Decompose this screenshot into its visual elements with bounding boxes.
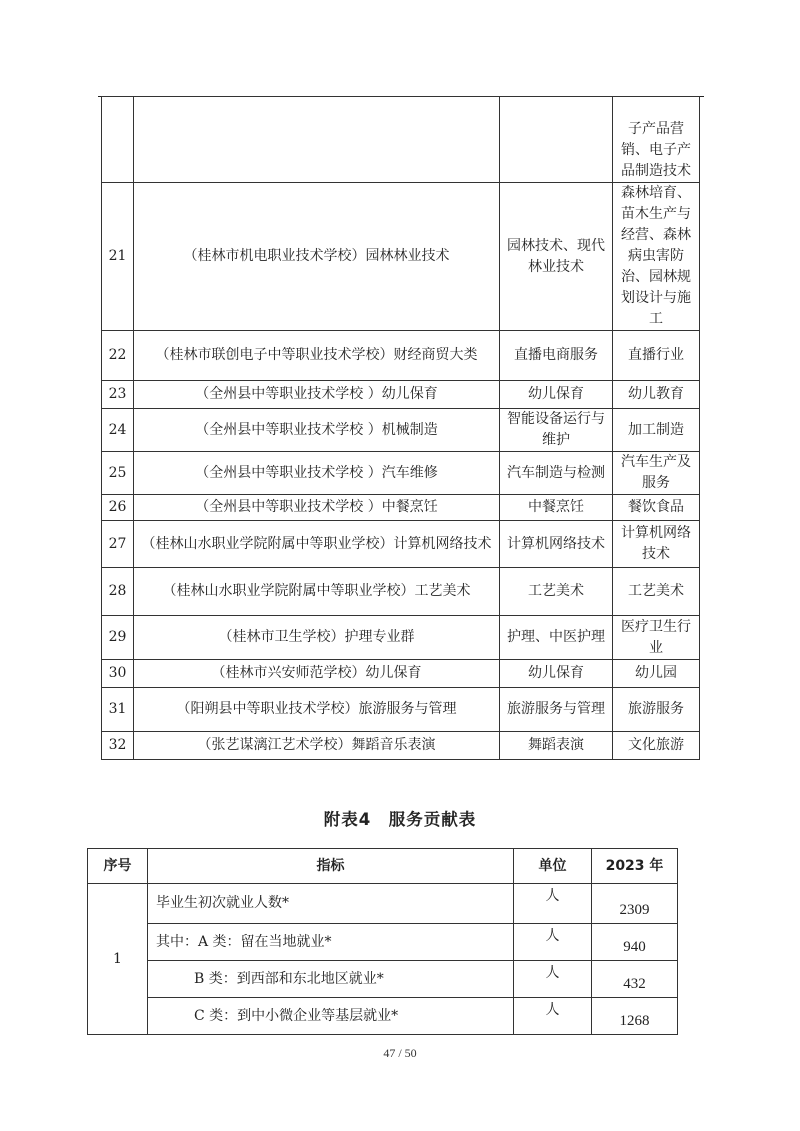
row-number: 30: [102, 660, 134, 688]
table-row: [102, 660, 700, 688]
industry-cell: 汽车生产及服务: [613, 452, 700, 495]
page-number: 47 / 50: [383, 1046, 417, 1060]
unit-cell: 人: [514, 961, 592, 998]
major-cell: 工艺美术: [500, 568, 613, 616]
industry-cell: 文化旅游: [613, 732, 700, 760]
program-cell: （张艺谋漓江艺术学校）舞蹈音乐表演: [134, 732, 500, 760]
row-number: 26: [102, 495, 134, 521]
program-cell: （全州县中等职业技术学校 ）中餐烹饪: [134, 495, 500, 521]
industry-cell: 餐饮食品: [613, 495, 700, 521]
unit-cell: 人: [514, 998, 592, 1035]
major-cell: 中餐烹饪: [500, 495, 613, 521]
header-indicator: 指标: [148, 849, 514, 884]
table-row: [102, 568, 700, 616]
industry-cell: 森林培育、苗木生产与经营、森林病虫害防治、园林规划设计与施工: [613, 183, 700, 331]
header-row: [88, 849, 678, 884]
industry-cell: 计算机网络技术: [613, 521, 700, 568]
table-row: [102, 521, 700, 568]
industry-cell: 幼儿教育: [613, 381, 700, 409]
header-no: 序号: [88, 849, 148, 884]
major-cell: 幼儿保育: [500, 660, 613, 688]
industry-cell: 直播行业: [613, 331, 700, 381]
header-year: 2023 年: [592, 849, 678, 884]
row-number: [102, 97, 134, 183]
value-cell: 940: [592, 924, 678, 961]
header-unit: 单位: [514, 849, 592, 884]
row-number: 25: [102, 452, 134, 495]
table-caption: 附表4 服务贡献表: [323, 810, 477, 829]
major-cell: 旅游服务与管理: [500, 688, 613, 732]
table-row: [88, 998, 678, 1035]
major-cell: 护理、中医护理: [500, 616, 613, 660]
table-row: [102, 452, 700, 495]
industry-cell: 工艺美术: [613, 568, 700, 616]
major-cell: 智能设备运行与维护: [500, 409, 613, 452]
unit-cell: 人: [514, 884, 592, 924]
program-cell: （桂林市卫生学校）护理专业群: [134, 616, 500, 660]
row-number: 32: [102, 732, 134, 760]
row-number: 27: [102, 521, 134, 568]
indicator-cell: B 类：到西部和东北地区就业*: [148, 961, 514, 998]
industry-cell: 医疗卫生行业: [613, 616, 700, 660]
indicator-cell: C 类：到中小微企业等基层就业*: [148, 998, 514, 1035]
program-cell: （全州县中等职业技术学校 ）幼儿保育: [134, 381, 500, 409]
row-number: 22: [102, 331, 134, 381]
program-cell: （全州县中等职业技术学校 ）机械制造: [134, 409, 500, 452]
table-row: [102, 97, 700, 183]
row-number: 23: [102, 381, 134, 409]
program-table: [101, 96, 700, 760]
program-cell: [134, 97, 500, 183]
row-number: 28: [102, 568, 134, 616]
industry-cell: 幼儿园: [613, 660, 700, 688]
service-contribution-table: [87, 848, 678, 1035]
value-cell: 2309: [592, 884, 678, 924]
table-row: [102, 688, 700, 732]
row-number: 29: [102, 616, 134, 660]
table-row: [88, 961, 678, 998]
row-number: 21: [102, 183, 134, 331]
major-cell: 舞蹈表演: [500, 732, 613, 760]
program-cell: （阳朔县中等职业技术学校）旅游服务与管理: [134, 688, 500, 732]
major-cell: 园林技术、现代林业技术: [500, 183, 613, 331]
table-row: [102, 495, 700, 521]
indicator-cell: 其中：A 类：留在当地就业*: [148, 924, 514, 961]
major-cell: 计算机网络技术: [500, 521, 613, 568]
table-row: [102, 183, 700, 331]
major-cell: 直播电商服务: [500, 331, 613, 381]
major-cell: [500, 97, 613, 183]
program-cell: （桂林市联创电子中等职业技术学校）财经商贸大类: [134, 331, 500, 381]
major-cell: 幼儿保育: [500, 381, 613, 409]
table-row: [102, 616, 700, 660]
group-number: 1: [88, 884, 148, 1035]
value-cell: 432: [592, 961, 678, 998]
program-cell: （桂林山水职业学院附属中等职业学校）工艺美术: [134, 568, 500, 616]
row-number: 31: [102, 688, 134, 732]
program-cell: （桂林市机电职业技术学校）园林林业技术: [134, 183, 500, 331]
table-row: [102, 331, 700, 381]
program-cell: （桂林市兴安师范学校）幼儿保育: [134, 660, 500, 688]
unit-cell: 人: [514, 924, 592, 961]
industry-cell: 子产品营销、电子产品制造技术: [613, 97, 700, 183]
table-row: [88, 884, 678, 924]
table-row: [102, 409, 700, 452]
table-row: [102, 381, 700, 409]
table-row: [88, 924, 678, 961]
program-cell: （桂林山水职业学院附属中等职业学校）计算机网络技术: [134, 521, 500, 568]
indicator-cell: 毕业生初次就业人数*: [148, 884, 514, 924]
table-row: [102, 732, 700, 760]
program-cell: （全州县中等职业技术学校 ）汽车维修: [134, 452, 500, 495]
row-number: 24: [102, 409, 134, 452]
major-cell: 汽车制造与检测: [500, 452, 613, 495]
value-cell: 1268: [592, 998, 678, 1035]
industry-cell: 旅游服务: [613, 688, 700, 732]
industry-cell: 加工制造: [613, 409, 700, 452]
